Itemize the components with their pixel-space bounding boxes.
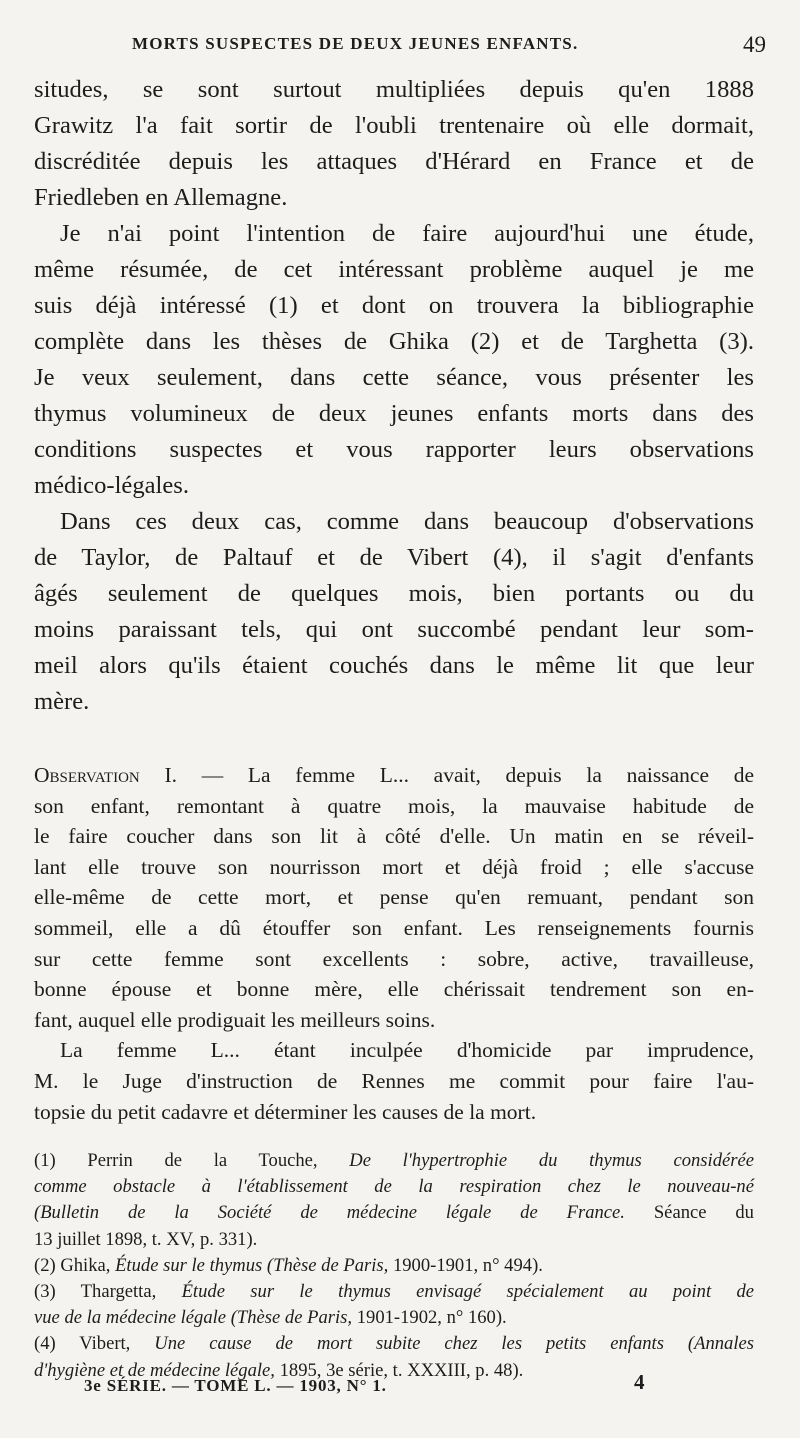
page-header (34, 34, 770, 68)
text-line: bonne épouse et bonne mère, elle chérissait tendrement son en- (34, 977, 754, 1002)
text-line: médico-légales. (34, 472, 190, 499)
footnote-1-cont: comme obstacle à l'établissement de la respiration chez le nouveau-né (34, 1176, 754, 1198)
text-line: son enfant, remontant à quatre mois, la mauvaise habitude de (34, 793, 754, 818)
text-line: Je veux seulement, dans cette séance, vous présenter les (34, 364, 754, 391)
footnote-text: (2) Ghika, (34, 1254, 111, 1276)
footnote-2 (34, 1253, 754, 1279)
footnote-text: (3) Thargetta, (34, 1280, 157, 1302)
running-head: MORTS SUSPECTES DE DEUX JEUNES ENFANTS. (132, 34, 579, 53)
sheet-mark: 4 (634, 1370, 645, 1394)
text-line: âgés seulement de quelques mois, bien portants ou du (34, 580, 754, 607)
text-line: thymus volumineux de deux jeunes enfants morts dans des (34, 400, 754, 427)
text-line: suis déjà intéressé (1) et dont on trouvera la bibliographie (34, 292, 754, 319)
text-line (34, 760, 754, 791)
footnote-title: Étude sur le thymus envisagé spécialement au point de (181, 1280, 754, 1302)
text-line: topsie du petit cadavre et déterminer les causes de la mort. (34, 1099, 537, 1124)
footnote-title: vue de la médecine légale (34, 1307, 227, 1329)
text-line: M. le Juge d'instruction de Rennes me commit pour faire l'au- (34, 1068, 754, 1093)
text-line: même résumée, de cet intéressant problème auquel je me (34, 256, 754, 283)
footnote-text: 1901-1902, n° 160). (356, 1307, 507, 1329)
text-line: Je n'ai point l'intention de faire aujourd'hui une étude, (60, 220, 754, 247)
text-line: sommeil, elle a dû étouffer son enfant. Les renseignements fournis (34, 915, 754, 940)
text-line: Grawitz l'a fait sortir de l'oubli trentenaire où elle dormait, (34, 112, 754, 139)
text-line: meil alors qu'ils étaient couchés dans le même lit que leur (34, 652, 754, 679)
footnote-source: (Annales (687, 1333, 754, 1355)
text-line: moins paraissant tels, qui ont succombé pendant leur som- (34, 616, 754, 643)
footnote-source: (Thèse de Paris, (230, 1307, 353, 1329)
observation-section (34, 760, 754, 1127)
footnote-text: 1895, 3e série, t. XXXIII, p. 48). (279, 1359, 524, 1381)
footnote-1 (34, 1148, 754, 1174)
page-number: 49 (743, 32, 766, 57)
footnote-3-cont (34, 1305, 754, 1331)
text-line: fant, auquel elle prodiguait les meilleurs soins. (34, 1007, 436, 1032)
footnote-1-cont: 13 juillet 1898, t. XV, p. 331). (34, 1228, 258, 1250)
text-line: complète dans les thèses de Ghika (2) et de Targhetta (3). (34, 328, 754, 355)
text-line: Friedleben en Allemagne. (34, 184, 288, 211)
text-line: lant elle trouve son nourrisson mort et déjà froid ; elle s'accuse (34, 854, 754, 879)
text-line: discréditée depuis les attaques d'Hérard en France et de (34, 148, 754, 175)
text-line: le faire coucher dans son lit à côté d'elle. Un matin en se réveil- (34, 824, 754, 849)
footnote-source: (Thèse de Paris, (266, 1254, 389, 1276)
footnote-source: d'hygiène et de médecine légale, (34, 1359, 275, 1381)
text-line: conditions suspectes et vous rapporter leurs observations (34, 436, 754, 463)
observation-label: Observation I. (34, 763, 177, 787)
text-line: mère. (34, 688, 90, 715)
observation-text: — La femme L... avait, depuis la naissance de (201, 763, 754, 787)
footnote-1-cont (34, 1200, 754, 1226)
text-line: elle-même de cette mort, et pense qu'en remuant, pendant son (34, 885, 754, 910)
footnote-text: Séance du (653, 1202, 754, 1224)
text-line: La femme L... étant inculpée d'homicide par imprudence, (60, 1038, 754, 1063)
footnote-text: (4) Vibert, (34, 1333, 131, 1355)
text-line: situdes, se sont surtout multipliées depuis qu'en 1888 (34, 76, 754, 103)
main-text (34, 72, 754, 720)
text-line: de Taylor, de Paltauf et de Vibert (4), il s'agit d'enfants (34, 544, 754, 571)
footnote-title: Étude sur le thymus (115, 1254, 263, 1276)
footnotes (34, 1148, 754, 1384)
footnote-title: Une cause de mort subite chez les petits enfants (154, 1333, 664, 1355)
footnote-text: (1) Perrin de la Touche, (34, 1150, 318, 1171)
printer-signature: 3e SÉRIE. — TOME L. — 1903, N° 1. (84, 1376, 387, 1395)
footnote-4 (34, 1331, 754, 1357)
footnote-source: (Bulletin de la Société de médecine légale de France. (34, 1202, 625, 1224)
footnote-title: De l'hypertrophie du thymus considérée (349, 1150, 754, 1171)
text-line: Dans ces deux cas, comme dans beaucoup d'observations (60, 508, 754, 535)
footnote-3 (34, 1279, 754, 1305)
text-line: sur cette femme sont excellents : sobre, active, travailleuse, (34, 946, 754, 971)
footnote-text: 1900-1901, n° 494). (392, 1254, 543, 1276)
